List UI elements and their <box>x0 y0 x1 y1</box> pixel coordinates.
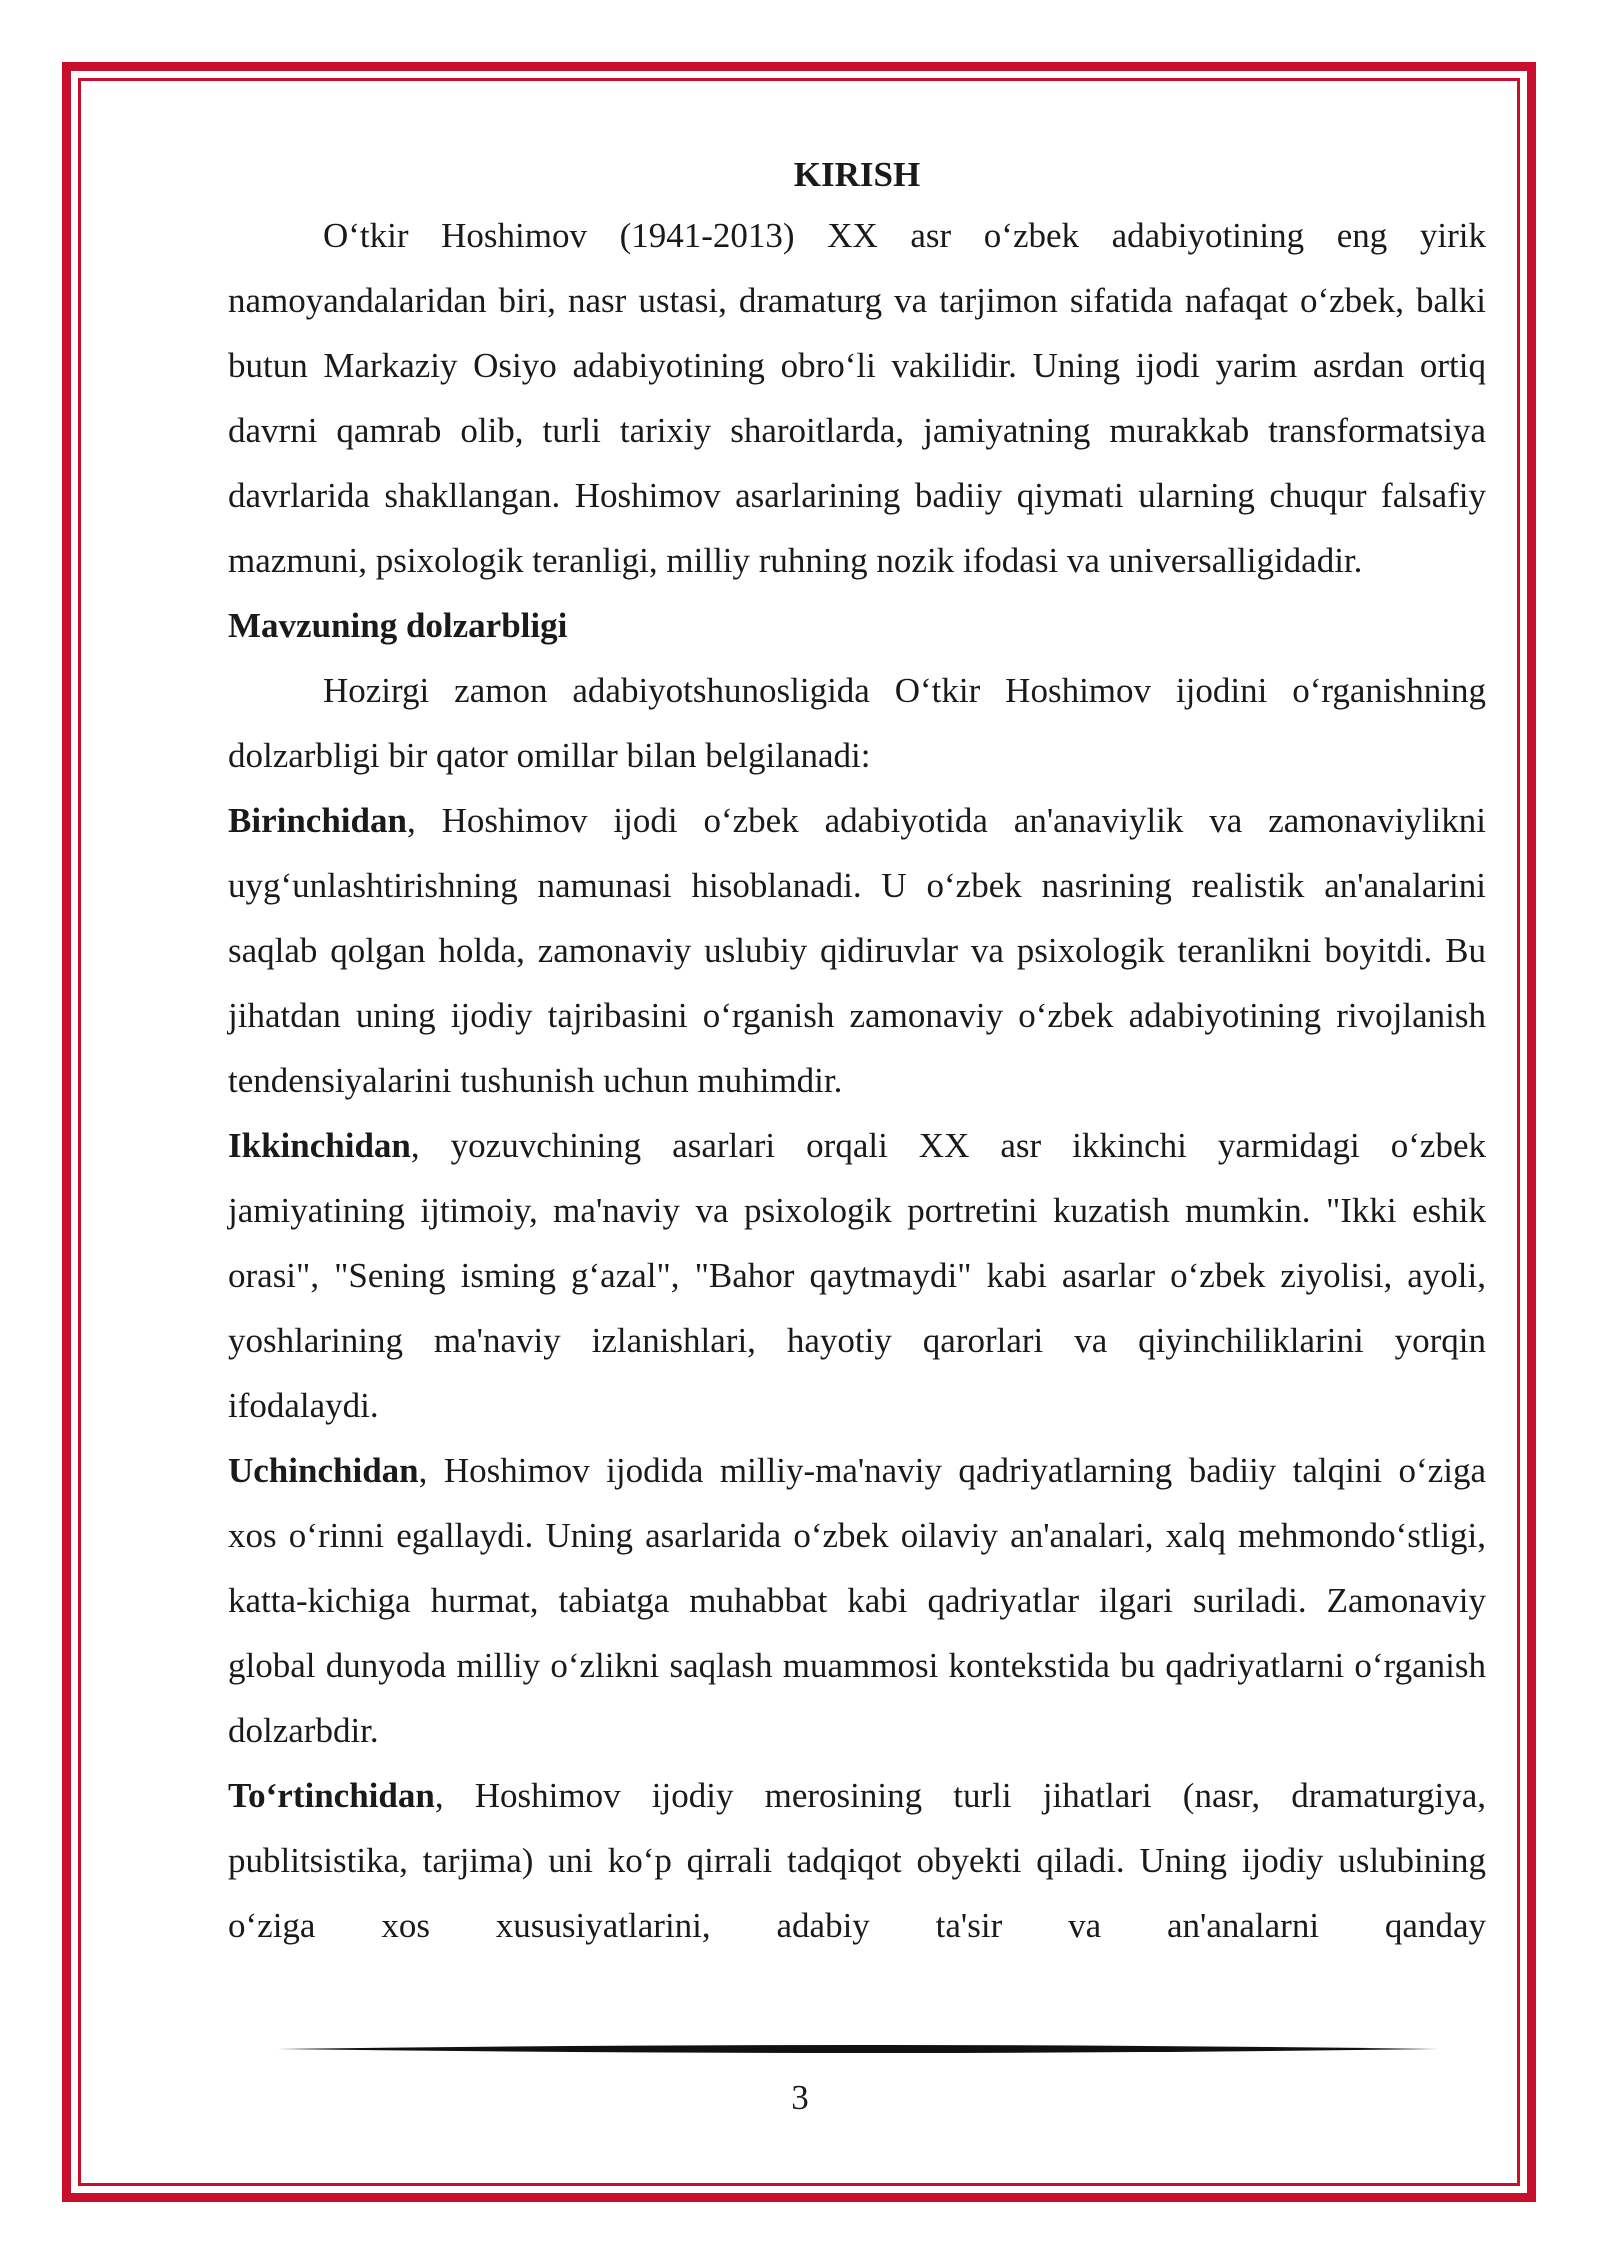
intro-paragraph: O‘tkir Hoshimov (1941-2013) XX asr o‘zbek adabiyotining eng yirik namoyandalaridan biri, nasr ustasi, dramaturg va tarjimon sifatida nafaqat o‘zbek, balki butun Markaziy Osiyo adabiyotining obro‘li vakilidir. Uning ijodi yarim asrdan ortiq davrni qamrab olib, turli tarixiy sharoitlarda, jamiyatning murakkab transformatsiya davrlarida shakllangan. Hoshimov asarlarining badiiy qiymati ularning chuqur falsafiy mazmuni, psixologik teranligi, milliy ruhning nozik ifodasi va universalligidadir. <box>228 216 1486 580</box>
footer-divider <box>278 2042 1438 2056</box>
point-paragraph-3 <box>228 1438 1486 1763</box>
point-paragraph-1 <box>228 788 1486 1113</box>
point-text-1: , Hoshimov ijodi o‘zbek adabiyotida an'anaviylik va zamonaviylikni uyg‘unlashtirishning namunasi hisoblanadi. U o‘zbek nasrining realistik an'analarini saqlab qolgan holda, zamonaviy uslubiy qidiruvlar va psixologik teranlikni boyitdi. Bu jihatdan uning ijodiy tajribasini o‘rganish zamonaviy o‘zbek adabiyotining rivojlanish tendensiyalarini tushunish uchun muhimdir. <box>228 801 1486 1100</box>
section-heading: Mavzuning dolzarbligi <box>228 606 568 645</box>
point-text-2: , yozuvchining asarlari orqali XX asr ikkinchi yarmidagi o‘zbek jamiyatining ijtimoiy, ma'naviy va psixologik portretini kuzatish mumkin. "Ikki eshik orasi", "Sening isming g‘azal", "Bahor qaytmaydi" kabi asarlar o‘zbek ziyolisi, ayoli, yoshlarining ma'naviy izlanishlari, hayotiy qarorlari va qiyinchiliklarini yorqin ifodalaydi. <box>228 1126 1486 1425</box>
point-lead-1: Birinchidan <box>228 801 407 840</box>
point-lead-3: Uchinchidan <box>228 1451 419 1490</box>
page-content <box>228 146 1486 1958</box>
section-intro-paragraph: Hozirgi zamon adabiyotshunosligida O‘tkir Hoshimov ijodini o‘rganishning dolzarbligi bir qator omillar bilan belgilanadi: <box>228 671 1486 775</box>
point-paragraph-2 <box>228 1113 1486 1438</box>
point-paragraph-4 <box>228 1763 1486 1958</box>
point-text-3: , Hoshimov ijodida milliy-ma'naviy qadriyatlarning badiiy talqini o‘ziga xos o‘rinni egallaydi. Uning asarlarida o‘zbek oilaviy an'analari, xalq mehmondo‘stligi, katta-kichiga hurmat, tabiatga muhabbat kabi qadriyatlar ilgari suriladi. Zamonaviy global dunyoda milliy o‘zlikni saqlash muammosi kontekstida bu qadriyatlarni o‘rganish dolzarbdir. <box>228 1451 1486 1750</box>
point-text-4: , Hoshimov ijodiy merosining turli jihatlari (nasr, dramaturgiya, publitsistika, tarjima) uni ko‘p qirrali tadqiqot obyekti qiladi. Uning ijodiy uslubining o‘ziga xos xususiyatlarini, adabiy ta'sir va an'analarni qanday <box>228 1776 1486 1945</box>
point-lead-4: To‘rtinchidan <box>228 1776 435 1815</box>
page-number: 3 <box>791 2078 809 2117</box>
page-title: KIRISH <box>793 155 921 194</box>
point-lead-2: Ikkinchidan <box>228 1126 411 1165</box>
